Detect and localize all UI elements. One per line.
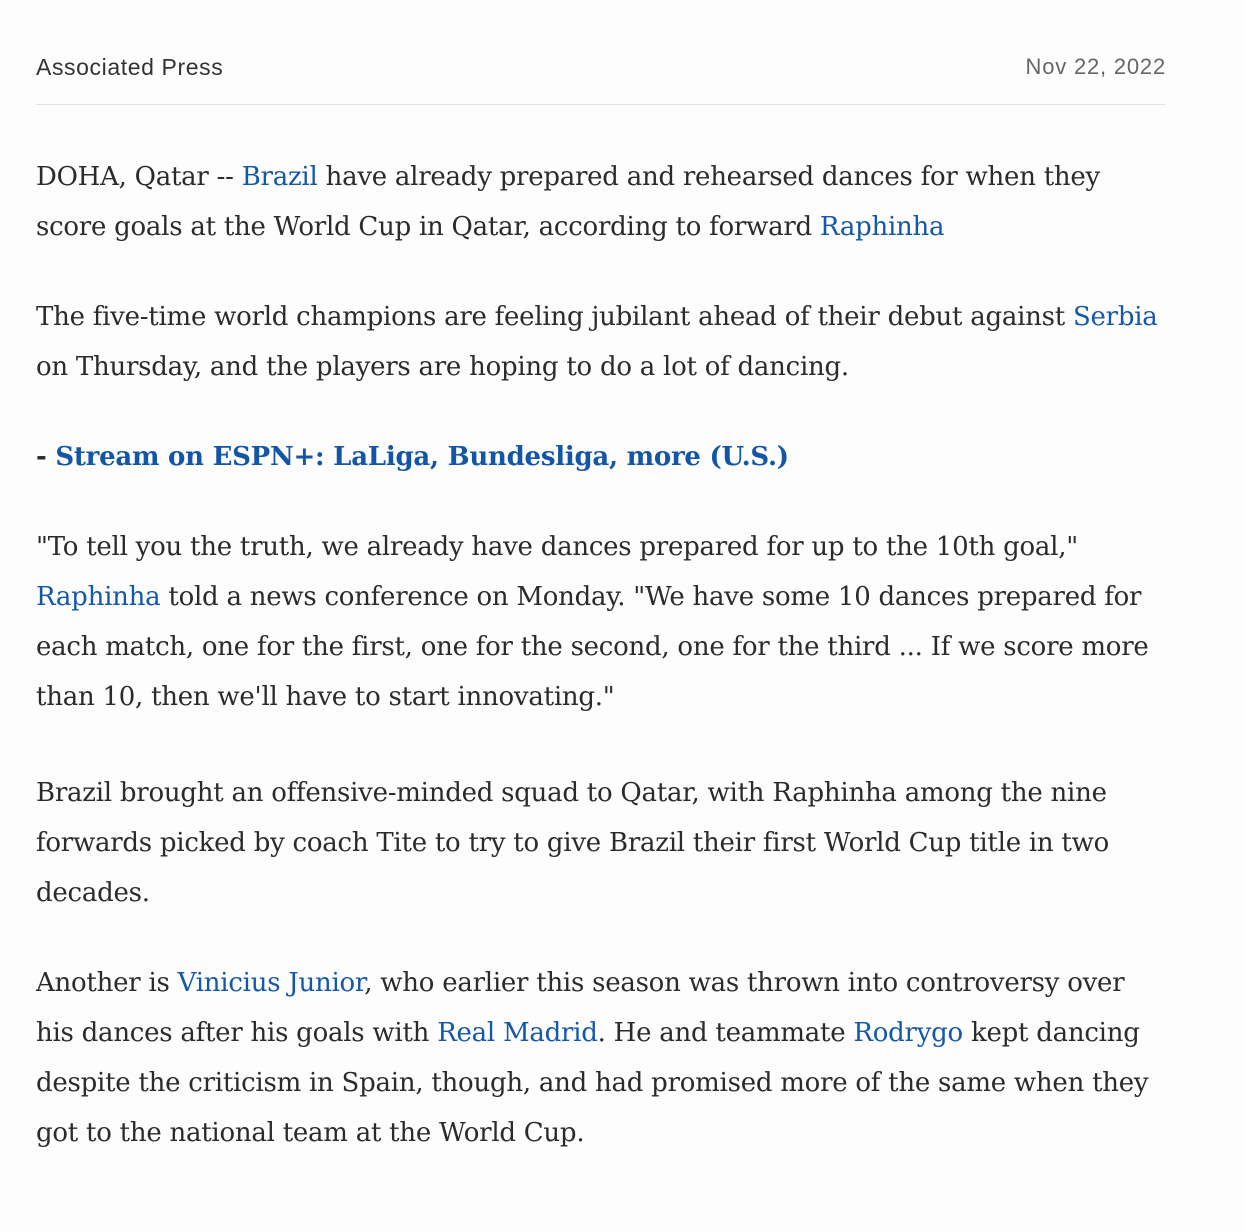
paragraph-text: "To tell you the truth, we already have dances prepared for up to the 10th goal," [36,532,1078,562]
paragraph-1 [36,152,1166,252]
paragraph-text: kept dancing despite the criticism in Spain, though, and had promised more of the same when they got to the national team at the World Cup. [36,1018,1149,1148]
paragraph-text: DOHA, Qatar -- [36,162,242,192]
paragraph-text: , who earlier this season was thrown into controversy over his dances after his goals with [36,968,1125,1048]
real-madrid-link[interactable]: Real Madrid [437,1018,598,1048]
paragraph-text: . He and teammate [597,1018,854,1048]
stream-promo [36,432,1166,482]
paragraph-6 [36,958,1166,1158]
paragraph-text: Another is [36,968,178,998]
paragraph-2 [36,292,1166,392]
article-body [36,105,1166,1158]
raphinha-link[interactable]: Raphinha [819,212,945,242]
paragraph-4 [36,522,1166,722]
byline [36,50,1166,105]
paragraph-text: Brazil brought an offensive-minded squad to Qatar, with Raphinha among the nine forwards picked by coach Tite to try to give Brazil their first World Cup title in two decades. [36,778,1110,908]
paragraph-text: have already prepared and rehearsed dances for when they score goals at the World Cup in Qatar, according to forward [36,162,1100,242]
publish-date: Nov 22, 2022 [1025,54,1166,79]
paragraph-5 [36,768,1166,918]
paragraph-text: on Thursday, and the players are hoping to do a lot of dancing. [36,352,849,382]
stream-prefix: - [36,442,56,472]
article [36,0,1166,1158]
vinicius-junior-link[interactable]: Vinicius Junior [177,968,365,998]
serbia-link[interactable]: Serbia [1072,302,1158,332]
rodrygo-link[interactable]: Rodrygo [853,1018,963,1048]
brazil-link[interactable]: Brazil [241,162,318,192]
source-name: Associated Press [36,53,224,80]
paragraph-text: told a news conference on Monday. "We have some 10 dances prepared for each match, one for the first, one for the second, one for the third ... If we score more than 10, then we'll have to start innovating." [36,582,1149,712]
paragraph-text: The five-time world champions are feeling jubilant ahead of their debut against [36,302,1073,332]
raphinha-link[interactable]: Raphinha [36,582,161,612]
stream-espn-link[interactable]: Stream on ESPN+: LaLiga, Bundesliga, more (U.S.) [55,442,789,472]
